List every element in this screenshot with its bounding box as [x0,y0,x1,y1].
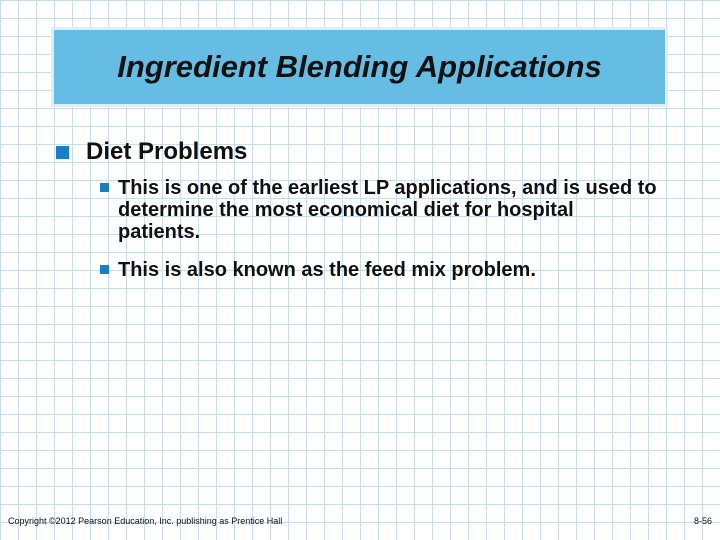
page-number: 8-56 [693,516,712,526]
sub-bullet-item [100,177,658,243]
bullet-text: Diet Problems [86,138,248,165]
sub-bullet-text: This is also known as the feed mix problem. [118,259,536,281]
footer-copyright: Copyright ©2012 Pearson Education, Inc. publishing as Prentice Hall [8,516,283,526]
square-bullet-icon [100,265,109,274]
sub-bullet-item [100,259,658,281]
bullet-item [56,138,247,166]
slide-title: Ingredient Blending Applications [117,49,602,84]
title-banner [51,27,668,107]
square-bullet-icon [100,183,109,192]
square-bullet-icon [56,146,69,159]
sub-bullet-text: This is one of the earliest LP applications, and is used to determine the most economical diet for hospital patients. [118,177,657,243]
